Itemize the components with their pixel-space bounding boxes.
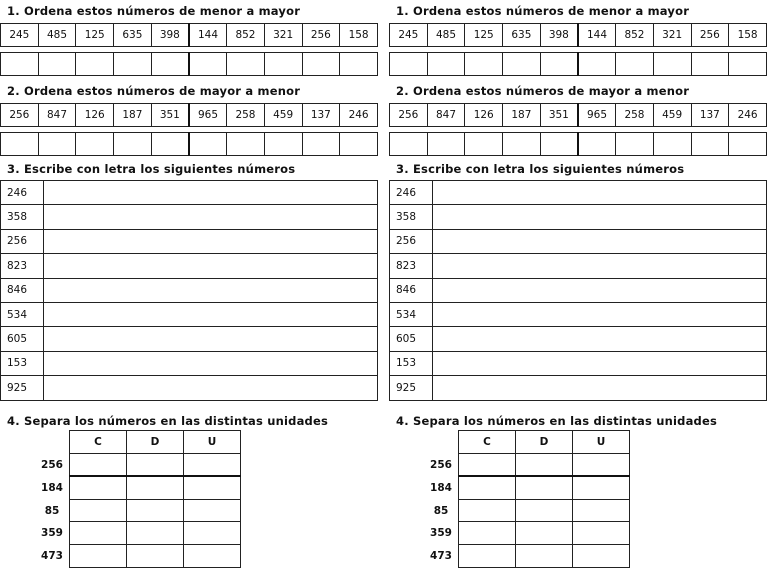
answer-cell[interactable] xyxy=(578,133,616,156)
ex3-title: 3. Escribe con letra los siguientes números xyxy=(396,162,685,176)
ex3-number: 358 xyxy=(1,205,44,229)
answer-cell[interactable] xyxy=(653,133,691,156)
ex1-numbers xyxy=(0,23,378,47)
ex4-number: 85 xyxy=(44,504,60,517)
ex3-number: 534 xyxy=(390,302,433,326)
answer-cell[interactable] xyxy=(691,53,729,76)
u-cell[interactable] xyxy=(573,453,630,476)
d-cell[interactable] xyxy=(516,499,573,522)
u-cell[interactable] xyxy=(184,499,241,522)
ex3-answer-line[interactable] xyxy=(44,376,378,400)
ex2-number: 258 xyxy=(616,104,654,127)
ex2-numbers xyxy=(0,103,378,127)
u-cell[interactable] xyxy=(573,544,630,567)
ex1-number: 852 xyxy=(227,24,265,47)
ex4-number: 359 xyxy=(41,527,63,540)
ex3-title: 3. Escribe con letra los siguientes números xyxy=(7,162,296,176)
header-decenas: D xyxy=(516,431,573,454)
answer-cell[interactable] xyxy=(38,53,76,76)
c-cell[interactable] xyxy=(459,544,516,567)
ex3-number: 846 xyxy=(1,278,44,302)
ex1-number: 398 xyxy=(540,24,578,47)
ex3-number: 246 xyxy=(390,181,433,205)
ex2-title: 2. Ordena estos números de mayor a menor xyxy=(396,84,690,98)
ex1-number: 635 xyxy=(114,24,152,47)
ex1-number: 398 xyxy=(151,24,189,47)
answer-cell[interactable] xyxy=(189,53,227,76)
answer-cell[interactable] xyxy=(76,53,114,76)
ex2-answer-row xyxy=(0,132,378,156)
ex3-answer-line[interactable] xyxy=(433,229,767,253)
ex3-answer-line[interactable] xyxy=(44,327,378,351)
ex3-answer-line[interactable] xyxy=(433,376,767,400)
ex4-number: 473 xyxy=(41,549,63,562)
ex3-number: 823 xyxy=(1,254,44,278)
ex1-answer-row xyxy=(389,52,767,76)
answer-cell[interactable] xyxy=(340,133,378,156)
ex3-number: 605 xyxy=(1,327,44,351)
ex2-number: 187 xyxy=(503,104,541,127)
c-cell[interactable] xyxy=(70,476,127,499)
ex2-number: 847 xyxy=(38,104,76,127)
answer-cell[interactable] xyxy=(465,53,503,76)
ex3-number: 925 xyxy=(390,376,433,400)
ex4-number: 256 xyxy=(430,458,452,471)
ex1-number: 321 xyxy=(264,24,302,47)
answer-cell[interactable] xyxy=(729,53,767,76)
answer-cell[interactable] xyxy=(151,53,189,76)
answer-cell[interactable] xyxy=(1,53,39,76)
c-cell[interactable] xyxy=(70,544,127,567)
ex4-corner xyxy=(424,431,459,454)
ex1-title: 1. Ordena estos números de menor a mayor xyxy=(7,4,301,18)
ex1-title: 1. Ordena estos números de menor a mayor xyxy=(396,4,690,18)
u-cell[interactable] xyxy=(184,476,241,499)
ex2-number: 137 xyxy=(691,104,729,127)
u-cell[interactable] xyxy=(573,476,630,499)
ex3-answer-line[interactable] xyxy=(433,302,767,326)
header-decenas: D xyxy=(127,431,184,454)
answer-cell[interactable] xyxy=(302,133,340,156)
answer-cell[interactable] xyxy=(616,133,654,156)
ex2-number: 126 xyxy=(76,104,114,127)
ex3-answer-line[interactable] xyxy=(44,205,378,229)
ex1-number: 158 xyxy=(729,24,767,47)
c-cell[interactable] xyxy=(70,499,127,522)
ex2-number: 256 xyxy=(390,104,428,127)
answer-cell[interactable] xyxy=(340,53,378,76)
answer-cell[interactable] xyxy=(76,133,114,156)
ex1-number: 144 xyxy=(578,24,616,47)
ex1-number: 125 xyxy=(465,24,503,47)
ex1-number: 485 xyxy=(427,24,465,47)
ex3-answer-line[interactable] xyxy=(433,181,767,205)
header-unidades: U xyxy=(573,431,630,454)
d-cell[interactable] xyxy=(127,453,184,476)
answer-cell[interactable] xyxy=(427,133,465,156)
u-cell[interactable] xyxy=(573,499,630,522)
ex3-number: 605 xyxy=(390,327,433,351)
answer-cell[interactable] xyxy=(227,133,265,156)
ex3-number: 534 xyxy=(1,302,44,326)
ex1-number: 852 xyxy=(616,24,654,47)
ex3-number: 153 xyxy=(390,351,433,375)
c-cell[interactable] xyxy=(459,522,516,545)
ex1-number: 144 xyxy=(189,24,227,47)
ex3-number: 256 xyxy=(390,229,433,253)
ex2-number: 351 xyxy=(151,104,189,127)
answer-cell[interactable] xyxy=(465,133,503,156)
header-centenas: C xyxy=(70,431,127,454)
ex1-number: 125 xyxy=(76,24,114,47)
ex4-number: 473 xyxy=(430,549,452,562)
ex2-number: 256 xyxy=(1,104,39,127)
c-cell[interactable] xyxy=(70,522,127,545)
ex1-number: 256 xyxy=(691,24,729,47)
ex3-table xyxy=(0,180,378,401)
answer-cell[interactable] xyxy=(151,133,189,156)
ex4-number: 184 xyxy=(41,481,63,494)
c-cell[interactable] xyxy=(459,499,516,522)
answer-cell[interactable] xyxy=(302,53,340,76)
answer-cell[interactable] xyxy=(503,133,541,156)
ex1-number: 256 xyxy=(302,24,340,47)
ex3-answer-line[interactable] xyxy=(44,302,378,326)
u-cell[interactable] xyxy=(184,522,241,545)
ex2-number: 459 xyxy=(653,104,691,127)
header-centenas: C xyxy=(459,431,516,454)
d-cell[interactable] xyxy=(516,522,573,545)
ex3-answer-line[interactable] xyxy=(433,278,767,302)
ex3-number: 153 xyxy=(1,351,44,375)
ex3-answer-line[interactable] xyxy=(433,254,767,278)
answer-cell[interactable] xyxy=(653,53,691,76)
ex4-title: 4. Separa los números en las distintas unidades xyxy=(7,414,329,428)
answer-cell[interactable] xyxy=(540,133,578,156)
ex1-numbers xyxy=(389,23,767,47)
ex3-answer-line[interactable] xyxy=(44,278,378,302)
ex1-number: 245 xyxy=(390,24,428,47)
answer-cell[interactable] xyxy=(427,53,465,76)
answer-cell[interactable] xyxy=(1,133,39,156)
answer-cell[interactable] xyxy=(38,133,76,156)
ex3-table xyxy=(389,180,767,401)
ex3-number: 846 xyxy=(390,278,433,302)
u-cell[interactable] xyxy=(184,544,241,567)
ex3-number: 358 xyxy=(390,205,433,229)
ex4-title: 4. Separa los números en las distintas unidades xyxy=(396,414,718,428)
d-cell[interactable] xyxy=(127,499,184,522)
ex2-number: 187 xyxy=(114,104,152,127)
u-cell[interactable] xyxy=(573,522,630,545)
d-cell[interactable] xyxy=(516,544,573,567)
ex4-number: 256 xyxy=(41,458,63,471)
ex2-number: 246 xyxy=(340,104,378,127)
ex3-answer-line[interactable] xyxy=(44,229,378,253)
answer-cell[interactable] xyxy=(227,53,265,76)
c-cell[interactable] xyxy=(459,476,516,499)
ex1-number: 485 xyxy=(38,24,76,47)
ex2-number: 965 xyxy=(189,104,227,127)
ex4-table xyxy=(35,430,241,568)
ex4-number: 184 xyxy=(430,481,452,494)
answer-cell[interactable] xyxy=(578,53,616,76)
ex2-number: 246 xyxy=(729,104,767,127)
ex2-number: 258 xyxy=(227,104,265,127)
ex3-number: 246 xyxy=(1,181,44,205)
answer-cell[interactable] xyxy=(114,133,152,156)
ex2-number: 847 xyxy=(427,104,465,127)
ex4-table xyxy=(424,430,630,568)
ex2-number: 126 xyxy=(465,104,503,127)
answer-cell[interactable] xyxy=(264,133,302,156)
answer-cell[interactable] xyxy=(189,133,227,156)
ex1-number: 321 xyxy=(653,24,691,47)
ex1-number: 245 xyxy=(1,24,39,47)
d-cell[interactable] xyxy=(127,522,184,545)
ex2-number: 459 xyxy=(264,104,302,127)
ex4-corner xyxy=(35,431,70,454)
d-cell[interactable] xyxy=(127,476,184,499)
ex3-number: 256 xyxy=(1,229,44,253)
c-cell[interactable] xyxy=(70,453,127,476)
ex3-answer-line[interactable] xyxy=(433,327,767,351)
ex4-number: 359 xyxy=(430,527,452,540)
ex3-answer-line[interactable] xyxy=(44,254,378,278)
answer-cell[interactable] xyxy=(729,133,767,156)
ex2-number: 965 xyxy=(578,104,616,127)
answer-cell[interactable] xyxy=(503,53,541,76)
ex2-answer-row xyxy=(389,132,767,156)
d-cell[interactable] xyxy=(127,544,184,567)
ex2-number: 351 xyxy=(540,104,578,127)
ex1-number: 158 xyxy=(340,24,378,47)
ex3-answer-line[interactable] xyxy=(433,205,767,229)
answer-cell[interactable] xyxy=(114,53,152,76)
answer-cell[interactable] xyxy=(540,53,578,76)
header-unidades: U xyxy=(184,431,241,454)
answer-cell[interactable] xyxy=(390,133,428,156)
ex3-answer-line[interactable] xyxy=(44,181,378,205)
d-cell[interactable] xyxy=(516,453,573,476)
answer-cell[interactable] xyxy=(264,53,302,76)
d-cell[interactable] xyxy=(516,476,573,499)
ex2-numbers xyxy=(389,103,767,127)
ex1-answer-row xyxy=(0,52,378,76)
ex3-number: 925 xyxy=(1,376,44,400)
ex3-answer-line[interactable] xyxy=(433,351,767,375)
u-cell[interactable] xyxy=(184,453,241,476)
ex4-number: 85 xyxy=(433,504,449,517)
ex2-title: 2. Ordena estos números de mayor a menor xyxy=(7,84,301,98)
ex2-number: 137 xyxy=(302,104,340,127)
ex3-number: 823 xyxy=(390,254,433,278)
c-cell[interactable] xyxy=(459,453,516,476)
ex3-answer-line[interactable] xyxy=(44,351,378,375)
answer-cell[interactable] xyxy=(616,53,654,76)
ex1-number: 635 xyxy=(503,24,541,47)
answer-cell[interactable] xyxy=(691,133,729,156)
answer-cell[interactable] xyxy=(390,53,428,76)
